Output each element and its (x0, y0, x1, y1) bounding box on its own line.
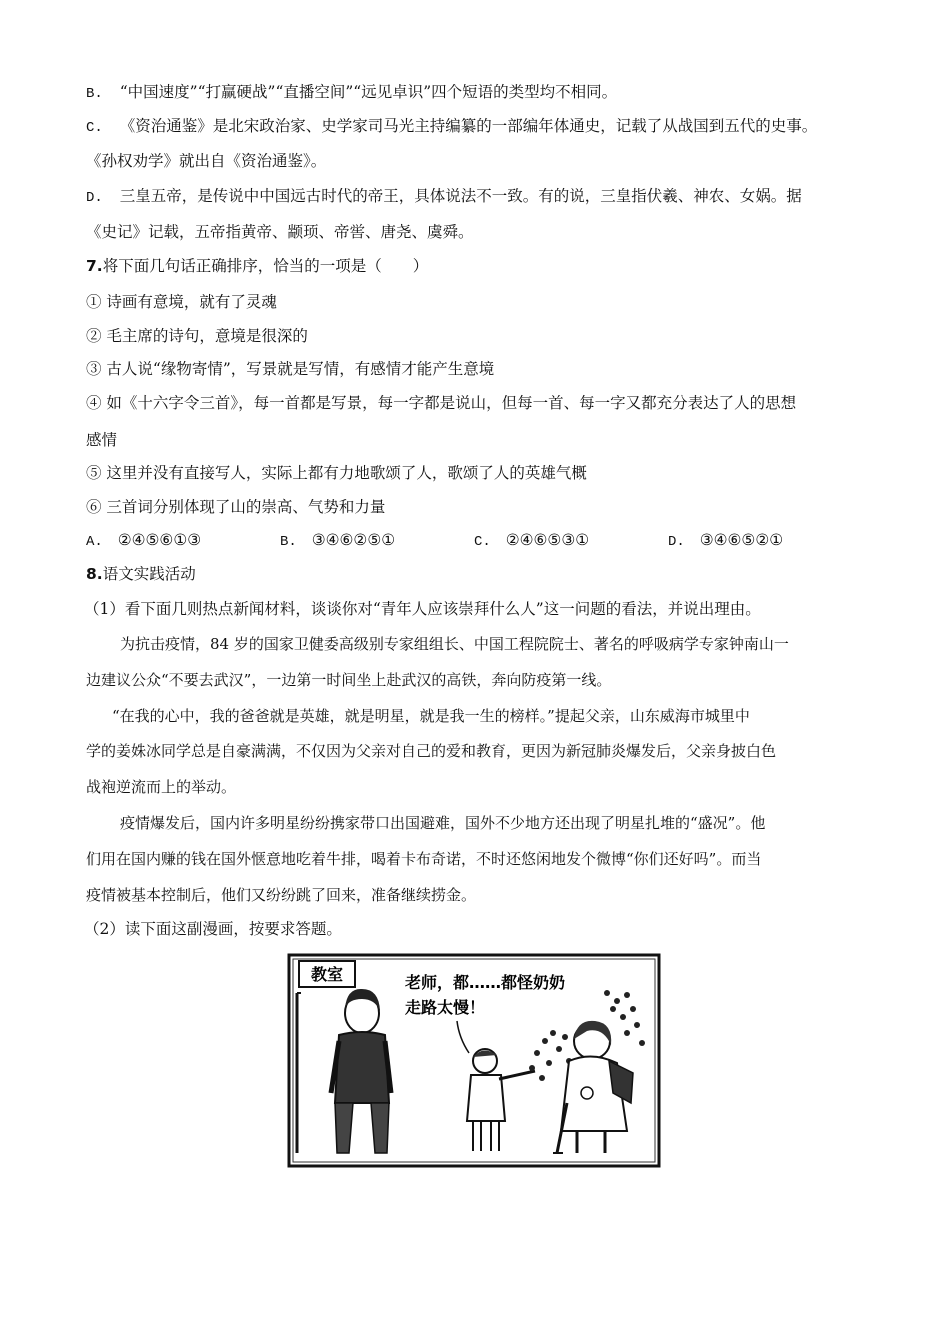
q8-title (86, 564, 196, 584)
q7-item-5: ⑤ 这里并没有直接写人，实际上都有力地歌颂了人，歌颂了人的英雄气概 (86, 464, 587, 482)
option-letter: C. (474, 534, 491, 550)
q7-stem (86, 256, 428, 276)
option-letter: D. (86, 190, 103, 206)
news-paragraph-2-line-3: 战袍逆流而上的举动。 (86, 778, 237, 796)
question-text: 将下面几句话正确排序，恰当的一项是（ ） (102, 257, 429, 275)
q7-option-a (86, 530, 201, 552)
speech-line-2: 走路太慢！ (405, 998, 486, 1017)
q7-item-4: ④ 如《十六字令三首》，每一首都是写景，每一字都是说山，但每一首、每一字又都充分表达了人的思想 (86, 394, 797, 412)
option-letter: D. (668, 534, 685, 550)
option-text: ③④⑥②⑤① (311, 531, 396, 549)
speech-line-1: 老师，都……都怪奶奶 (405, 973, 566, 992)
q8-part-2: （2）读下面这副漫画，按要求答题。 (84, 920, 342, 938)
option-text: ②④⑥⑤③① (505, 531, 590, 549)
q7-item-6: ⑥ 三首词分别体现了山的崇高、气势和力量 (86, 498, 386, 516)
news-paragraph-3-line-1: 疫情爆发后，国内许多明星纷纷携家带口出国避难，国外不少地方还出现了明星扎堆的“盛况”。他 (120, 814, 766, 832)
q7-option-b (280, 530, 395, 552)
q7-item-2: ② 毛主席的诗句，意境是很深的 (86, 327, 308, 345)
q6-option-d (86, 186, 802, 208)
q7-item-1: ① 诗画有意境，就有了灵魂 (86, 293, 277, 311)
news-paragraph-2-line-2: 学的姜姝冰同学总是自豪满满，不仅因为父亲对自己的爱和教育，更因为新冠肺炎爆发后，父亲身披白色 (86, 742, 777, 760)
option-letter: C. (86, 120, 103, 136)
news-paragraph-1-line-1: 为抗击疫情，84 岁的国家卫健委高级别专家组组长、中国工程院院士、著名的呼吸病学专家钟南山一 (120, 635, 789, 653)
question-number: 7. (86, 257, 103, 275)
option-text: ②④⑤⑥①③ (117, 531, 202, 549)
classroom-label: 教室 (310, 965, 344, 984)
q7-item-4-cont: 感情 (86, 431, 118, 449)
q8-part-1: （1）看下面几则热点新闻材料，谈谈你对“青年人应该崇拜什么人”这一问题的看法，并说出理由。 (84, 600, 761, 618)
option-letter: A. (86, 534, 103, 550)
q6-option-d-cont: 《史记》记载，五帝指黄帝、颛顼、帝喾、唐尧、虞舜。 (86, 223, 474, 241)
option-letter: B. (280, 534, 297, 550)
q6-option-c (86, 116, 817, 138)
q7-option-d (668, 530, 783, 552)
news-paragraph-3-line-3: 疫情被基本控制后，他们又纷纷跳了回来，准备继续捞金。 (86, 886, 477, 904)
q7-item-3: ③ 古人说“缘物寄情”，写景就是写情，有感情才能产生意境 (86, 360, 495, 378)
q6-option-b (86, 82, 617, 104)
option-text: “中国速度”“打赢硬战”“直播空间”“远见卓识”四个短语的类型均不相同。 (119, 83, 618, 101)
q7-option-c (474, 530, 589, 552)
news-paragraph-2-line-1: “在我的心中，我的爸爸就是英雄，就是明星，就是我一生的榜样。”提起父亲，山东威海市城里中 (112, 707, 750, 725)
news-paragraph-3-line-2: 们用在国内赚的钱在国外惬意地吃着牛排，喝着卡布奇诺，不时还悠闲地发个微博“你们还好吗”。而当 (86, 850, 762, 868)
question-text: 语文实践活动 (102, 565, 196, 583)
q6-option-c-cont: 《孙权劝学》就出自《资治通鉴》。 (86, 152, 327, 170)
option-letter: B. (86, 86, 103, 102)
option-text: 《资治通鉴》是北宋政治家、史学家司马光主持编纂的一部编年体通史，记载了从战国到五代的史事。 (119, 117, 818, 135)
option-text: 三皇五帝，是传说中中国远古时代的帝王，具体说法不一致。有的说，三皇指伏羲、神农、女娲。据 (119, 187, 802, 205)
option-text: ③④⑥⑤②① (699, 531, 784, 549)
news-paragraph-1-line-2: 边建议公众“不要去武汉”，一边第一时间坐上赴武汉的高铁，奔向防疫第一线。 (86, 671, 612, 689)
question-number: 8. (86, 565, 103, 583)
comic-image (287, 953, 661, 1168)
